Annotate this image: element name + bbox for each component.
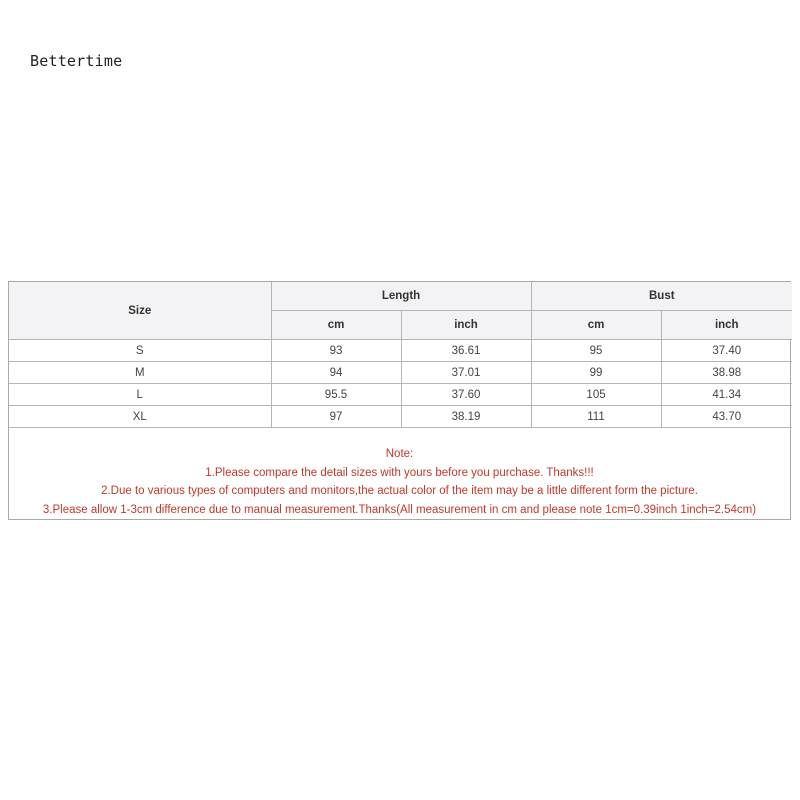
note-line: 2.Due to various types of computers and monitors,the actual color of the item may be a little different form the picture.: [101, 485, 698, 497]
bust-cm-cell: 99: [531, 362, 661, 384]
size-chart: [8, 281, 791, 520]
table-row: [9, 340, 792, 362]
size-cell: XL: [9, 406, 271, 428]
notes-section: [9, 445, 790, 519]
size-column-header: Size: [9, 282, 271, 340]
length-group-header: Length: [271, 282, 531, 311]
table-row: [9, 362, 792, 384]
length-inch-cell: 36.61: [401, 340, 531, 362]
bust-inch-cell: 38.98: [661, 362, 792, 384]
length-inch-cell: 37.01: [401, 362, 531, 384]
bust-cm-cell: 111: [531, 406, 661, 428]
length-cm-cell: 95.5: [271, 384, 401, 406]
length-inch-header: inch: [401, 311, 531, 340]
table-row: [9, 384, 792, 406]
note-line: 1.Please compare the detail sizes with yours before you purchase. Thanks!!!: [205, 466, 594, 479]
length-cm-cell: 94: [271, 362, 401, 384]
bust-inch-cell: 41.34: [661, 384, 792, 406]
table-header-row: [9, 282, 792, 311]
length-cm-cell: 93: [271, 340, 401, 362]
length-cm-header: cm: [271, 311, 401, 340]
size-table: [9, 282, 792, 428]
brand-name: Bettertime: [30, 52, 123, 70]
bust-inch-cell: 43.70: [661, 406, 792, 428]
bust-cm-header: cm: [531, 311, 661, 340]
bust-inch-cell: 37.40: [661, 340, 792, 362]
length-inch-cell: 37.60: [401, 384, 531, 406]
bust-group-header: Bust: [531, 282, 792, 311]
note-line: 3.Please allow 1-3cm difference due to manual measurement.Thanks(All measurement in cm and please note 1cm=0.39inch 1inch=2.54cm): [42, 503, 757, 516]
size-cell: L: [9, 384, 271, 406]
notes-title: Note:: [385, 448, 414, 460]
length-cm-cell: 97: [271, 406, 401, 428]
size-cell: S: [9, 340, 271, 362]
bust-cm-cell: 95: [531, 340, 661, 362]
bust-cm-cell: 105: [531, 384, 661, 406]
size-cell: M: [9, 362, 271, 384]
bust-inch-header: inch: [661, 311, 792, 340]
table-row: [9, 406, 792, 428]
length-inch-cell: 38.19: [401, 406, 531, 428]
